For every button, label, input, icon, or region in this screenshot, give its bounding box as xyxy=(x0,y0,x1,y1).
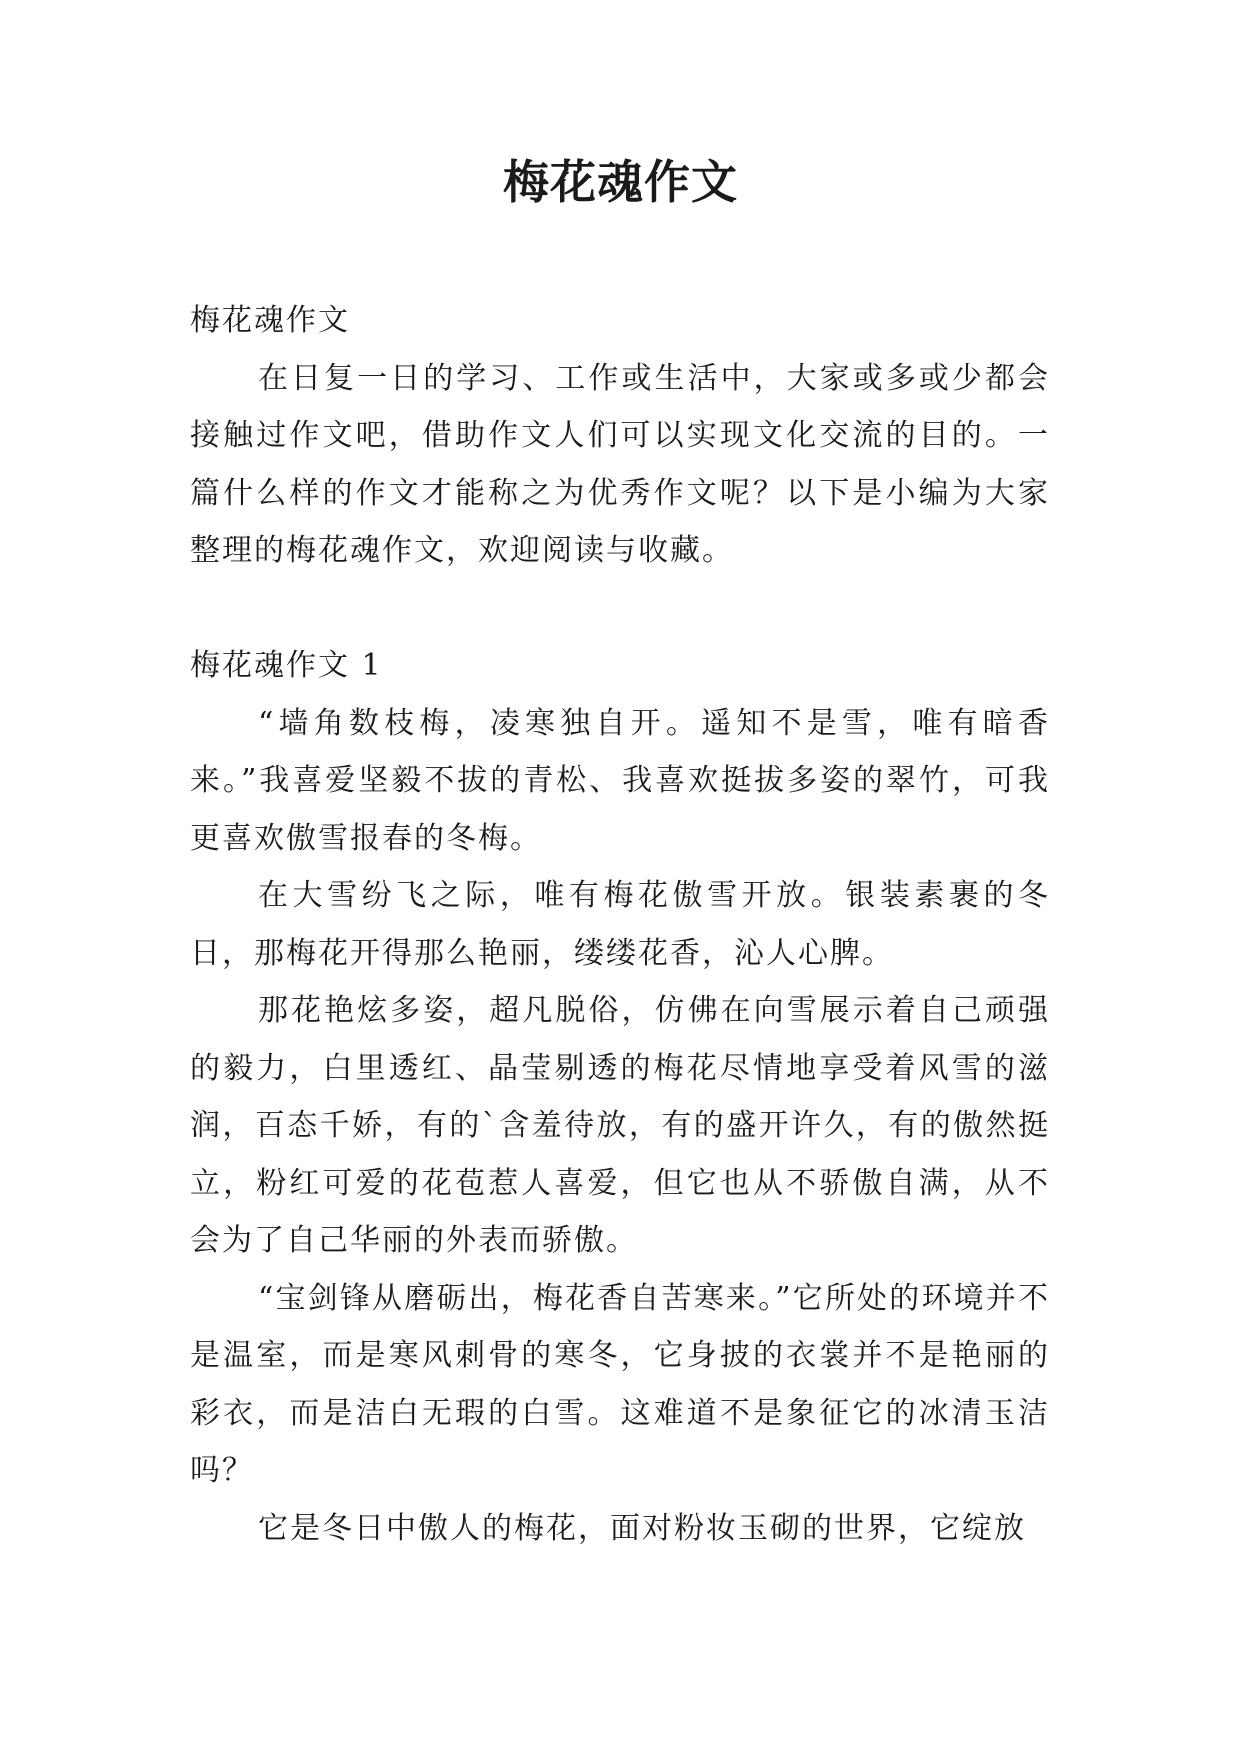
section-heading: 梅花魂作文 1 xyxy=(190,648,383,683)
body-paragraph-4: “宝剑锋从磨砺出，梅花香自苦寒来。”它所处的环境并不是温室，而是寒风刺骨的寒冬，它身披的衣裳并不是艳丽的彩衣，而是洁白无瑕的白雪。这难道不是象征它的冰清玉洁吗？ xyxy=(190,1280,1050,1488)
body-paragraph-1: “墙角数枝梅，凌寒独自开。遥知不是雪，唯有暗香来。”我喜爱坚毅不拔的青松、我喜欢挺拔多姿的翠竹，可我更喜欢傲雪报春的冬梅。 xyxy=(190,705,1050,856)
body-paragraph-3: 那花艳炫多姿，超凡脱俗，仿佛在向雪展示着自己顽强的毅力，白里透红、晶莹剔透的梅花尽情地享受着风雪的滋润，百态千娇，有的`含羞待放，有的盛开许久，有的傲然挺立，粉红可爱的花苞惹人喜爱，但它也从不骄傲自满，从不会为了自己华丽的外表而骄傲。 xyxy=(190,993,1050,1258)
document-body xyxy=(190,292,1050,1557)
intro-heading: 梅花魂作文 xyxy=(190,303,350,338)
intro-paragraph: 在日复一日的学习、工作或生活中，大家或多或少都会接触过作文吧，借助作文人们可以实现文化交流的目的。一篇什么样的作文才能称之为优秀作文呢？以下是小编为大家整理的梅花魂作文，欢迎阅读与收藏。 xyxy=(190,360,1050,568)
body-paragraph-2: 在大雪纷飞之际，唯有梅花傲雪开放。银装素裹的冬日，那梅花开得那么艳丽，缕缕花香，沁人心脾。 xyxy=(190,878,1050,971)
body-paragraph-5: 它是冬日中傲人的梅花，面对粉妆玉砌的世界，它绽放 xyxy=(258,1510,1026,1546)
document-title: 梅花魂作文 xyxy=(503,155,738,209)
